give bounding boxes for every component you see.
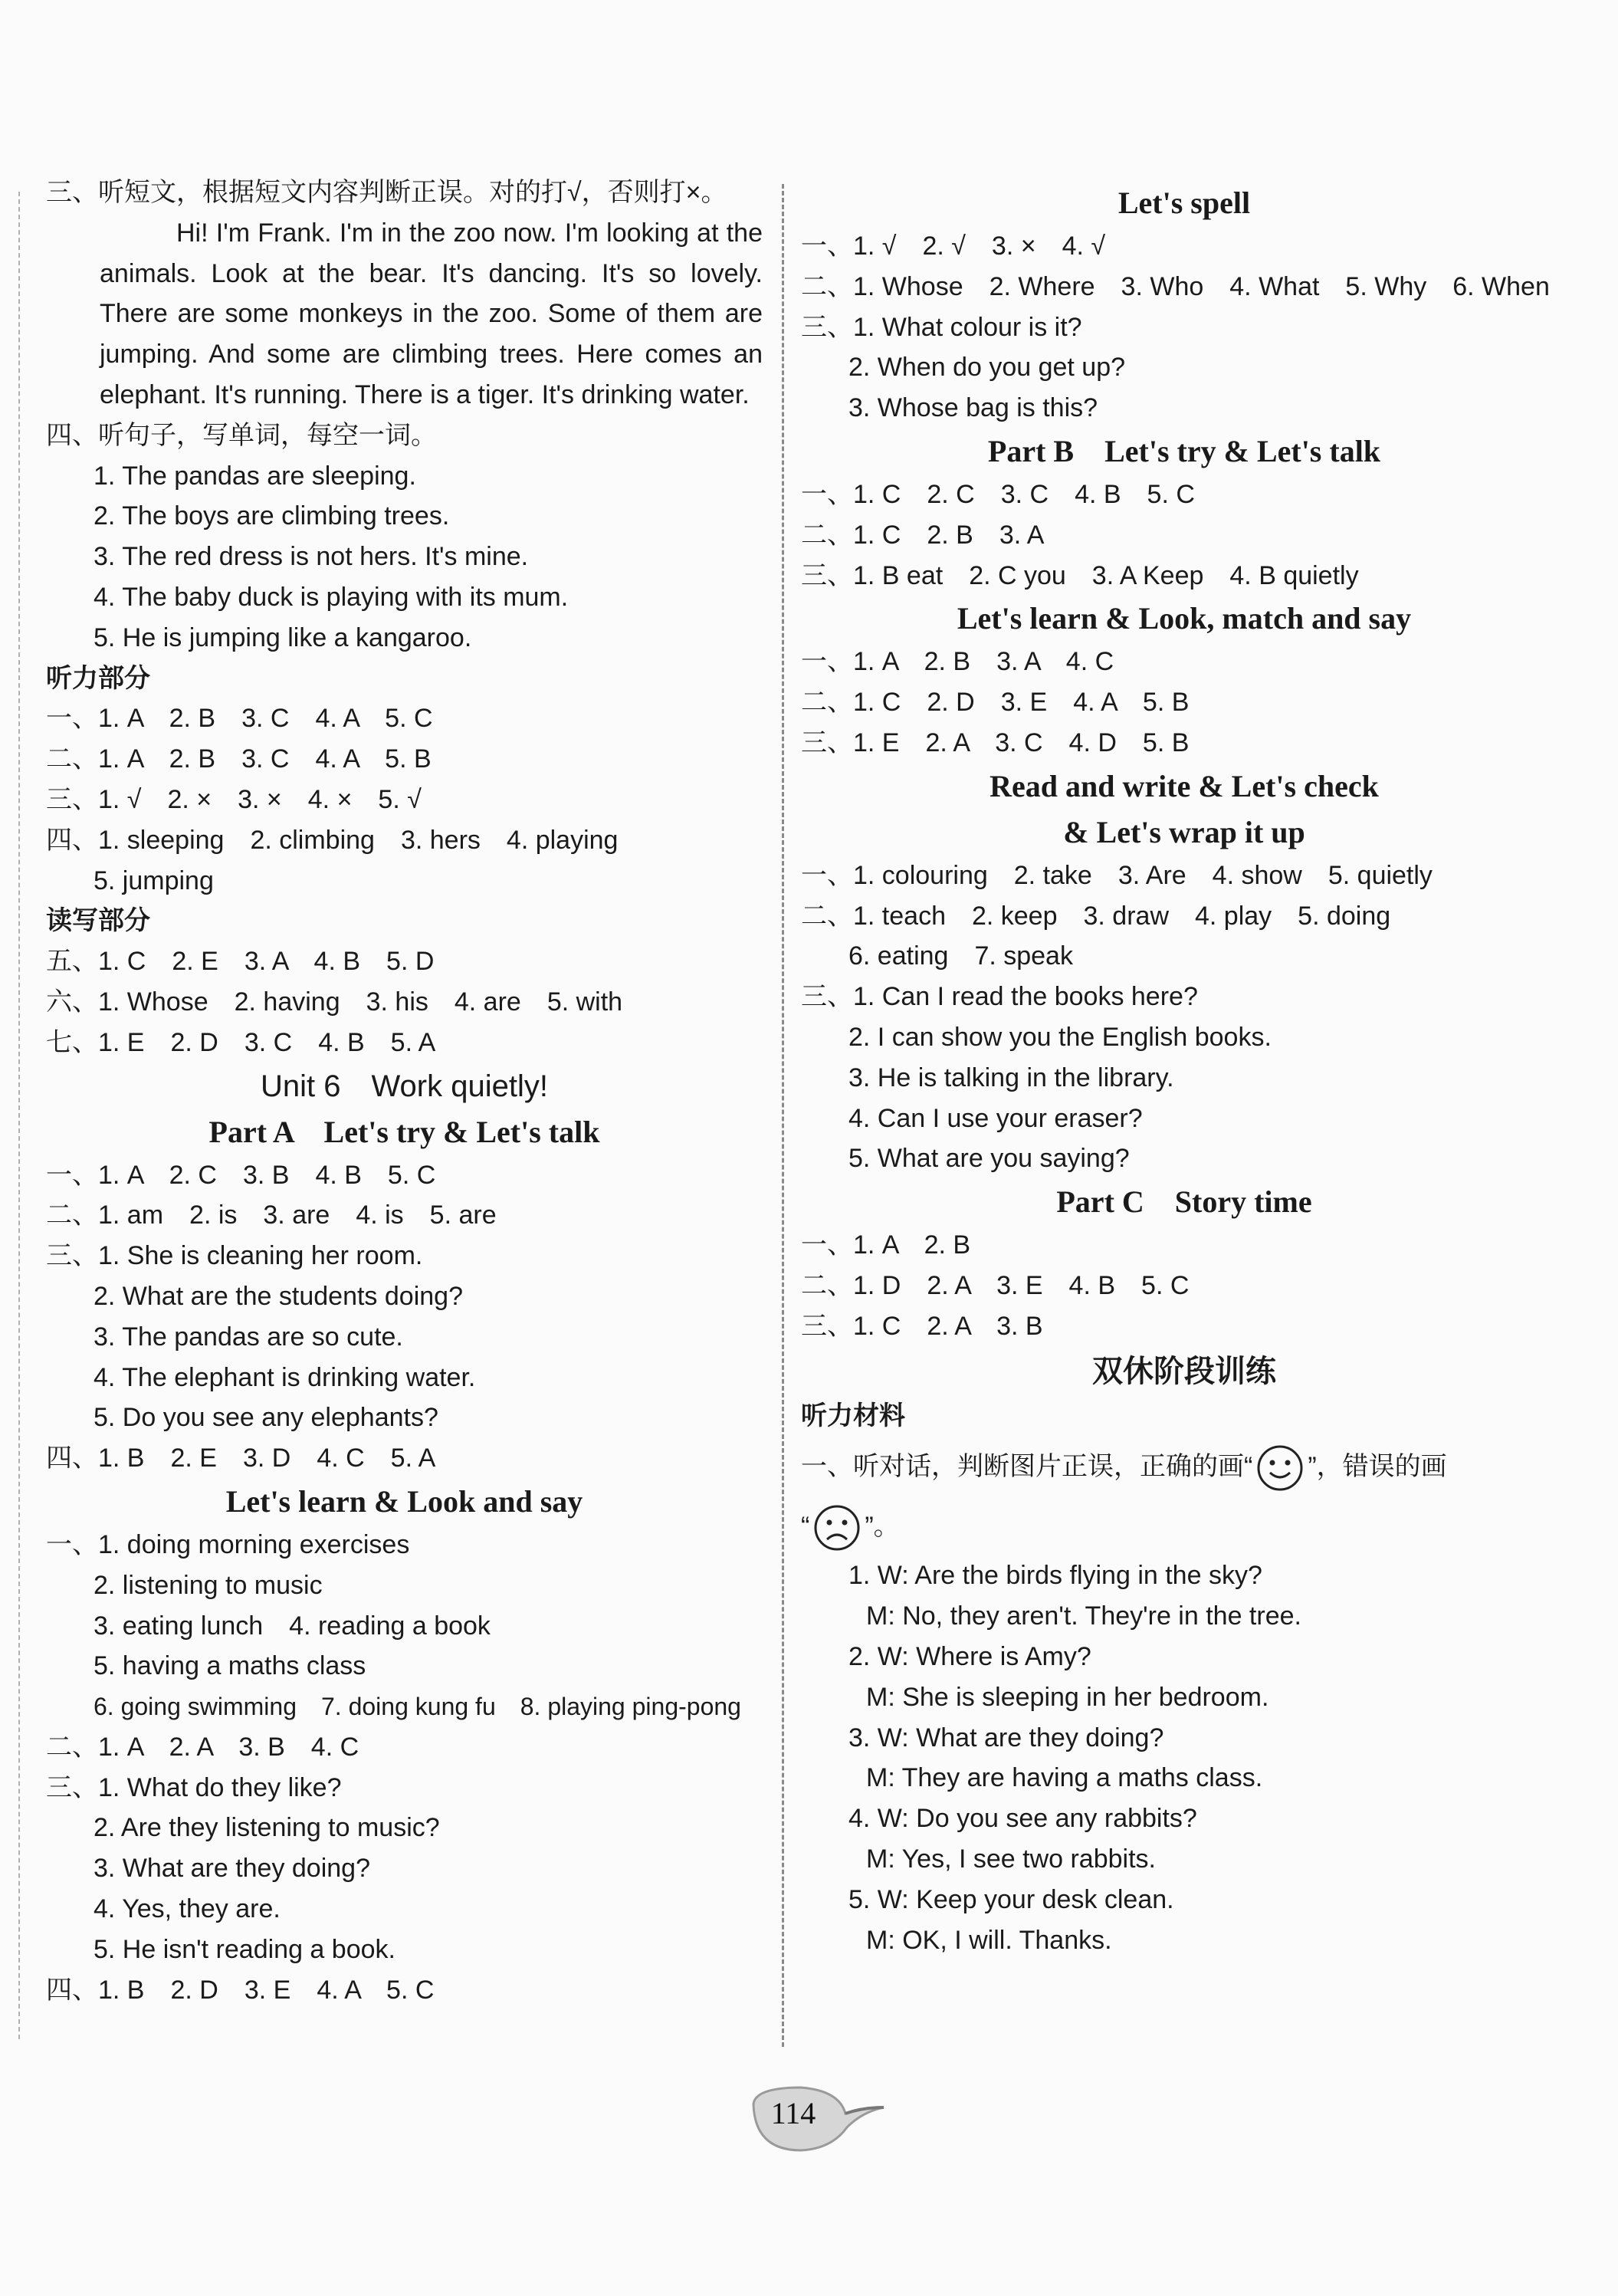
- answer-line: 一、1. doing morning exercises: [46, 1529, 410, 1559]
- dialog-line: 1. W: Are the birds flying in the sky?: [848, 1561, 1262, 1591]
- answer-line: 3. Whose bag is this?: [848, 393, 1098, 423]
- list-item: 1. The pandas are sleeping.: [94, 461, 416, 491]
- question-text: “: [801, 1512, 810, 1542]
- list-item: 4. The baby duck is playing with its mum.: [94, 582, 569, 612]
- dialog-line: 3. W: What are they doing?: [848, 1723, 1164, 1752]
- part-title: Part C Story time: [1056, 1184, 1312, 1220]
- answer-line: 一、1. C 2. C 3. C 4. B 5. C: [801, 479, 1195, 509]
- answer-line: 3. eating lunch 4. reading a book: [94, 1611, 491, 1641]
- subsection-label: 听力材料: [801, 1400, 905, 1431]
- answer-line: 3. The pandas are so cute.: [94, 1322, 403, 1352]
- answer-line: 一、1. A 2. B 3. C 4. A 5. C: [46, 704, 433, 734]
- dialog-line: 2. W: Where is Amy?: [848, 1641, 1091, 1671]
- question-text: ”，错误的画: [1308, 1452, 1447, 1482]
- answer-line: 七、1. E 2. D 3. C 4. B 5. A: [46, 1027, 436, 1057]
- answer-line: 2. What are the students doing?: [94, 1281, 463, 1311]
- page-number-badge: [747, 2074, 901, 2158]
- part-title: Let's spell: [1118, 186, 1251, 220]
- answer-line: 二、1. C 2. B 3. A: [801, 520, 1045, 550]
- list-item: 3. The red dress is not hers. It's mine.: [94, 542, 529, 572]
- answer-line: 2. Are they listening to music?: [94, 1813, 440, 1843]
- part-title: Let's learn & Look, match and say: [957, 601, 1412, 636]
- dialog-line: M: OK, I will. Thanks.: [866, 1925, 1112, 1955]
- smiley-face-icon: [1255, 1444, 1305, 1493]
- dialog-line: M: No, they aren't. They're in the tree.: [866, 1601, 1301, 1631]
- right-column: [801, 180, 1567, 1960]
- answer-line: 三、1. Can I read the books here?: [801, 982, 1198, 1012]
- question-line: [801, 1497, 1567, 1555]
- part-title: Read and write & Let's check: [990, 768, 1379, 803]
- answer-line: 二、1. A 2. A 3. B 4. C: [46, 1732, 359, 1762]
- answer-line: 一、1. √ 2. √ 3. × 4. √: [801, 232, 1106, 261]
- answer-line: 三、1. She is cleaning her room.: [46, 1241, 423, 1271]
- answer-line: 六、1. Whose 2. having 3. his 4. are 5. with: [46, 987, 623, 1017]
- answer-line: 4. Yes, they are.: [94, 1894, 281, 1924]
- answer-line: 2. I can show you the English books.: [848, 1022, 1272, 1052]
- question-text: ”。: [865, 1512, 900, 1542]
- answer-line: 6. eating 7. speak: [848, 941, 1073, 971]
- answer-line: 5. jumping: [94, 866, 214, 895]
- part-title: Part B Let's try & Let's talk: [987, 433, 1381, 468]
- answer-line: 五、1. C 2. E 3. A 4. B 5. D: [46, 947, 435, 977]
- column-divider: [782, 184, 784, 2047]
- answer-line: 6. going swimming 7. doing kung fu 8. playing ping-pong: [94, 1693, 741, 1721]
- part-title: Part A Let's try & Let's talk: [208, 1114, 600, 1149]
- answer-line: 2. When do you get up?: [848, 353, 1126, 383]
- answer-line: 三、1. What do they like?: [46, 1772, 342, 1802]
- answer-line: 3. He is talking in the library.: [848, 1063, 1174, 1092]
- answer-line: 二、1. A 2. B 3. C 4. A 5. B: [46, 744, 432, 774]
- answer-line: 4. The elephant is drinking water.: [94, 1362, 476, 1392]
- left-column: [46, 172, 763, 2010]
- question-text: 一、听对话，判断图片正误，正确的画“: [801, 1452, 1253, 1482]
- answer-line: 一、1. A 2. C 3. B 4. B 5. C: [46, 1160, 436, 1190]
- answer-line: 三、1. E 2. A 3. C 4. D 5. B: [801, 728, 1190, 757]
- answer-line: 三、1. B eat 2. C you 3. A Keep 4. B quietly: [801, 560, 1359, 590]
- passage: Hi! I'm Frank. I'm in the zoo now. I'm looking at the animals. Look at the bear. It's dancing. It's so lovely. There are some monkeys in the zoo. Some of them are jumping. And some are climbing trees. Here comes an elephant. It's running. There is a tiger. It's drinking water.: [100, 218, 763, 409]
- dialog-line: M: They are having a maths class.: [866, 1763, 1263, 1793]
- answer-line: 4. Can I use your eraser?: [848, 1103, 1143, 1133]
- list-item: 5. He is jumping like a kangaroo.: [94, 622, 472, 652]
- dialog-line: 5. W: Keep your desk clean.: [848, 1884, 1174, 1914]
- part-title: & Let's wrap it up: [1063, 814, 1305, 849]
- answer-line: 二、1. teach 2. keep 3. draw 4. play 5. doing: [801, 901, 1391, 931]
- dialog-line: 4. W: Do you see any rabbits?: [848, 1804, 1197, 1834]
- dialog-line: M: Yes, I see two rabbits.: [866, 1844, 1156, 1874]
- answer-line: 5. He isn't reading a book.: [94, 1934, 395, 1964]
- answer-line: 5. having a maths class: [94, 1651, 366, 1681]
- subsection-label: 听力部分: [46, 662, 150, 694]
- answer-line: 二、1. am 2. is 3. are 4. is 5. are: [46, 1201, 497, 1230]
- answer-line: 四、1. B 2. E 3. D 4. C 5. A: [46, 1444, 436, 1473]
- answer-line: 三、1. √ 2. × 3. × 4. × 5. √: [46, 784, 422, 814]
- answer-line: 二、1. D 2. A 3. E 4. B 5. C: [801, 1270, 1190, 1300]
- dialog-line: M: She is sleeping in her bedroom.: [866, 1682, 1269, 1712]
- answer-line: 四、1. B 2. D 3. E 4. A 5. C: [46, 1975, 435, 2005]
- answer-line: 四、1. sleeping 2. climbing 3. hers 4. playing: [46, 825, 619, 855]
- answer-line: 5. Do you see any elephants?: [94, 1403, 438, 1433]
- section-title: 三、听短文，根据短文内容判断正误。对的打√，否则打×。: [46, 178, 727, 207]
- part-title: Let's learn & Look and say: [225, 1483, 583, 1519]
- left-margin-rule: [18, 192, 20, 2039]
- subsection-label: 读写部分: [46, 905, 150, 937]
- answer-line: 三、1. C 2. A 3. B: [801, 1311, 1043, 1341]
- answer-line: 3. What are they doing?: [94, 1854, 371, 1884]
- section-title: 四、听句子，写单词，每空一词。: [46, 420, 437, 450]
- answer-line: 一、1. A 2. B: [801, 1230, 971, 1260]
- answer-line: 一、1. A 2. B 3. A 4. C: [801, 647, 1114, 677]
- sad-face-icon: [812, 1503, 862, 1552]
- unit-title: Unit 6 Work quietly!: [261, 1069, 548, 1103]
- answer-line: 一、1. colouring 2. take 3. Are 4. show 5. quietly: [801, 860, 1433, 890]
- answer-line: 三、1. What colour is it?: [801, 312, 1082, 342]
- answer-line: 二、1. Whose 2. Where 3. Who 4. What 5. Why 6. When: [801, 271, 1550, 301]
- question-line: [801, 1436, 1567, 1497]
- page-number: 114: [770, 2096, 816, 2130]
- list-item: 2. The boys are climbing trees.: [94, 501, 450, 531]
- section-title: 双休阶段训练: [1092, 1352, 1276, 1389]
- answer-line: 2. listening to music: [94, 1570, 323, 1600]
- answer-line: 5. What are you saying?: [848, 1144, 1130, 1174]
- answer-line: 二、1. C 2. D 3. E 4. A 5. B: [801, 688, 1190, 718]
